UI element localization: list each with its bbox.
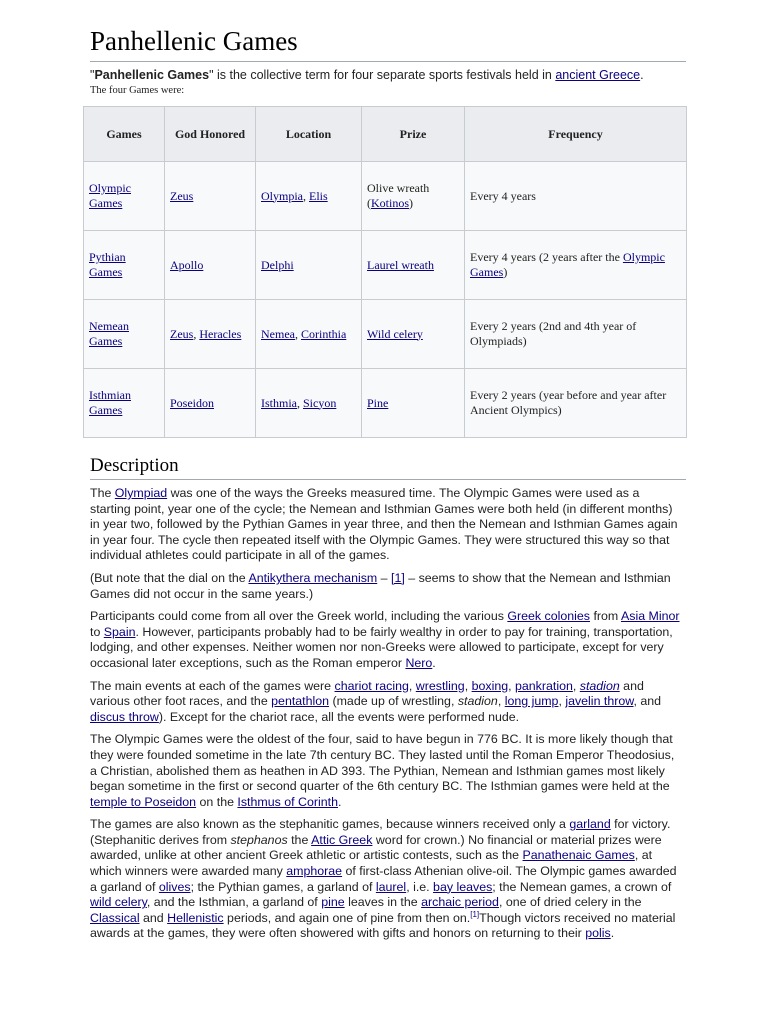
paragraph-text: Participants could come from all over the Greek world, including the various bbox=[90, 609, 508, 624]
god-text: , bbox=[193, 326, 200, 341]
paragraph-link[interactable]: javelin throw bbox=[565, 694, 634, 709]
paragraph-link[interactable]: Classical bbox=[90, 910, 140, 925]
location-link[interactable]: Isthmia bbox=[261, 395, 297, 410]
paragraph-link[interactable]: long jump bbox=[504, 694, 559, 709]
paragraph-link[interactable]: laurel bbox=[375, 879, 407, 894]
frequency-text: Every 2 years (2nd and 4th year of Olympiads) bbox=[470, 319, 637, 348]
paragraph bbox=[90, 817, 680, 942]
paragraph-text: The games are also known as the stephanitic games, because winners received only a bbox=[90, 817, 570, 832]
paragraph-link[interactable]: Hellenistic bbox=[167, 910, 224, 925]
cell-location bbox=[256, 369, 362, 438]
paragraph-link[interactable]: archaic period bbox=[421, 895, 499, 910]
frequency-link[interactable]: Olympic Games bbox=[470, 250, 665, 279]
cell-frequency bbox=[465, 231, 687, 300]
god-link[interactable]: Heracles bbox=[199, 326, 242, 341]
paragraph-link[interactable]: Isthmus of Corinth bbox=[237, 794, 338, 809]
paragraph bbox=[90, 486, 680, 564]
paragraph-link[interactable]: olives bbox=[158, 879, 191, 894]
col-header-prize: Prize bbox=[362, 107, 465, 162]
intro-sentence bbox=[90, 68, 690, 83]
paragraph bbox=[90, 732, 680, 810]
paragraph-link[interactable]: Antikythera mechanism bbox=[248, 570, 378, 585]
prize-link[interactable]: Wild celery bbox=[367, 326, 423, 341]
paragraph-link[interactable]: Spain bbox=[103, 624, 136, 639]
frequency-text: Every 4 years bbox=[470, 188, 536, 203]
paragraph-link[interactable]: boxing bbox=[471, 678, 509, 693]
intro-quote-open: " bbox=[90, 68, 95, 82]
paragraph-text: The main events at each of the games were bbox=[90, 678, 335, 693]
paragraph-link[interactable]: Attic Greek bbox=[311, 832, 373, 847]
paragraph-text: , bbox=[508, 678, 515, 693]
paragraph bbox=[90, 609, 680, 671]
intro-subtext: The four Games were: bbox=[90, 85, 185, 96]
paragraph-text: . bbox=[337, 794, 342, 809]
cell-game bbox=[84, 369, 165, 438]
paragraph-link[interactable]: pine bbox=[321, 895, 345, 910]
paragraph-link[interactable]: wrestling bbox=[415, 678, 465, 693]
location-text: , bbox=[297, 395, 303, 410]
paragraph-link[interactable]: garland bbox=[569, 817, 611, 832]
cell-god bbox=[165, 231, 256, 300]
god-link[interactable]: Poseidon bbox=[170, 395, 215, 410]
paragraph-link[interactable]: Nero bbox=[405, 655, 433, 670]
ancient-greece-link[interactable]: ancient Greece bbox=[555, 68, 641, 82]
paragraph-text: word for crown.) No financial or material prizes were awarded, unlike at other ancient Greek athletic or artistic contests, such as the bbox=[90, 832, 662, 863]
paragraph-text: leaves in the bbox=[344, 895, 422, 910]
col-header-games: Games bbox=[84, 107, 165, 162]
description-body bbox=[90, 486, 680, 949]
paragraph-text: and various other foot races, and the bbox=[90, 678, 644, 709]
paragraph-text: The Olympic Games were the oldest of the four, said to have begun in 776 BC. It is more likely though that they were founded sometime in the late 7th century BC. They lasted until the Roman Emperor Theodosius, a Christian, abolished them as heathen in AD 393. The Pythian, Nemean and Isthmian games most likely began sometime in the first or second quarter of the 6th century BC. The Isthmian games were held at the bbox=[90, 732, 675, 794]
cell-god bbox=[165, 369, 256, 438]
location-link[interactable]: Elis bbox=[309, 188, 328, 203]
paragraph-text: . bbox=[432, 655, 436, 670]
paragraph-link[interactable]: stadion bbox=[579, 678, 620, 693]
paragraph-text: , at which winners were awarded many bbox=[90, 848, 653, 879]
intro-end: . bbox=[640, 68, 644, 82]
intro-term: Panhellenic Games bbox=[94, 68, 210, 82]
god-link[interactable]: Zeus bbox=[170, 326, 194, 341]
location-text: , bbox=[303, 188, 309, 203]
paragraph-text: for victory. (Stephanitic derives from bbox=[90, 817, 671, 847]
table-row bbox=[84, 369, 687, 438]
cell-prize bbox=[362, 231, 465, 300]
paragraph-text: , and the Isthmian, a garland of bbox=[146, 895, 322, 910]
paragraph-text: on the bbox=[196, 794, 238, 809]
table-header-row bbox=[84, 107, 687, 162]
games-table bbox=[83, 106, 687, 438]
location-link[interactable]: Olympia bbox=[261, 188, 303, 203]
paragraph-text: , bbox=[408, 678, 416, 693]
location-link[interactable]: Sicyon bbox=[303, 395, 337, 410]
paragraph-text: ; the Pythian games, a garland of bbox=[190, 879, 376, 894]
paragraph-text: ). Except for the chariot race, all the events were performed nude. bbox=[158, 709, 520, 724]
paragraph-text: – bbox=[377, 570, 392, 585]
paragraph-text: , bbox=[572, 678, 580, 693]
frequency-text: Every 4 years (2 years after the bbox=[470, 250, 623, 264]
col-header-frequency: Frequency bbox=[465, 107, 687, 162]
location-text: , bbox=[294, 326, 301, 341]
paragraph-text: , bbox=[558, 694, 566, 709]
citation-ref[interactable]: [1] bbox=[470, 909, 480, 919]
col-header-location: Location bbox=[256, 107, 362, 162]
location-link[interactable]: Corinthia bbox=[300, 326, 347, 341]
description-heading: Description bbox=[90, 455, 686, 480]
prize-text: ) bbox=[409, 196, 414, 210]
paragraph-link[interactable]: Panathenaic Games bbox=[522, 848, 635, 863]
paragraph-link[interactable]: discus throw bbox=[90, 709, 159, 724]
table-row bbox=[84, 231, 687, 300]
cell-prize bbox=[362, 162, 465, 231]
cell-game bbox=[84, 300, 165, 369]
paragraph-link[interactable]: [1] bbox=[391, 570, 405, 585]
col-header-god: God Honored bbox=[165, 107, 256, 162]
paragraph-link[interactable]: Olympiad bbox=[114, 486, 168, 500]
game-link[interactable]: Nemean Games bbox=[89, 319, 129, 348]
paragraph-link[interactable]: pankration bbox=[515, 678, 573, 693]
paragraph-text: – seems to show that the Nemean and Isthmian Games did not occur in the same years.) bbox=[90, 570, 671, 601]
location-link[interactable]: Delphi bbox=[261, 257, 294, 272]
paragraph-text: ; the Nemean games, a crown of bbox=[492, 879, 672, 894]
cell-god bbox=[165, 300, 256, 369]
god-link[interactable]: Zeus bbox=[170, 188, 194, 203]
cell-location bbox=[256, 162, 362, 231]
paragraph-text: , bbox=[464, 678, 472, 693]
cell-frequency bbox=[465, 369, 687, 438]
paragraph-text: (But note that the dial on the bbox=[90, 570, 249, 585]
paragraph-text: , one of dried celery in the bbox=[498, 895, 642, 910]
cell-god bbox=[165, 162, 256, 231]
paragraph-text: and bbox=[139, 910, 168, 925]
page-title: Panhellenic Games bbox=[90, 26, 686, 62]
paragraph-text: was one of the ways the Greeks measured time. The Olympic Games were used as a starting point, year one of the cycle; the Nemean and Isthmian Games were both held (in different months) in year two, followed by the Pythian Games in year three, and then the Nemean and Isthmian Games again in year four. The cycle then repeated itself with the Olympic Games. They were structured this way so that individual athletes could participate in all of the games. bbox=[90, 486, 678, 563]
prize-link[interactable]: Kotinos bbox=[371, 196, 410, 210]
paragraph bbox=[90, 571, 680, 602]
cell-location bbox=[256, 300, 362, 369]
paragraph-text: Though victors received no material awards at the games, they were often showered with gifts and honors on returning to their bbox=[90, 910, 676, 941]
god-link[interactable]: Apollo bbox=[170, 257, 204, 272]
paragraph-link[interactable]: amphorae bbox=[286, 864, 343, 879]
paragraph-text: of first-class Athenian olive-oil. The Olympic games awarded a garland of bbox=[90, 864, 677, 894]
paragraph-text: , bbox=[497, 694, 505, 709]
cell-frequency bbox=[465, 162, 687, 231]
cell-frequency bbox=[465, 300, 687, 369]
paragraph-link[interactable]: bay leaves bbox=[433, 879, 493, 894]
cell-game bbox=[84, 162, 165, 231]
paragraph-link[interactable]: chariot racing bbox=[334, 678, 409, 693]
intro-quote-close: " bbox=[209, 68, 214, 82]
paragraph-text: from bbox=[590, 609, 621, 624]
paragraph-link[interactable]: Asia Minor bbox=[620, 609, 680, 624]
paragraph-link[interactable]: temple to Poseidon bbox=[90, 794, 197, 809]
cell-game bbox=[84, 231, 165, 300]
paragraph-text: , and bbox=[633, 694, 662, 709]
paragraph-text: to bbox=[90, 624, 104, 639]
paragraph-text: . However, participants probably had to be fairly wealthy in order to pay for training, transportation, lodging, and other expenses. Neither women nor non-Greeks were allowed to participate, except for very occasional later exceptions, such as the Roman emperor bbox=[90, 624, 673, 670]
paragraph-text: the bbox=[287, 832, 312, 847]
paragraph-text: (made up of wrestling, bbox=[329, 694, 458, 709]
frequency-text: Every 2 years (year before and year after Ancient Olympics) bbox=[470, 388, 667, 417]
cell-prize bbox=[362, 369, 465, 438]
paragraph-link[interactable]: pentathlon bbox=[271, 694, 330, 709]
prize-text: Olive wreath ( bbox=[367, 181, 430, 210]
cell-location bbox=[256, 231, 362, 300]
game-link[interactable]: Isthmian Games bbox=[89, 388, 131, 417]
cell-prize bbox=[362, 300, 465, 369]
paragraph-text: , i.e. bbox=[406, 879, 434, 894]
games-table-body bbox=[84, 162, 687, 438]
frequency-text: ) bbox=[503, 265, 508, 279]
paragraph-text: The bbox=[90, 486, 115, 500]
paragraph-link[interactable]: wild celery bbox=[90, 895, 147, 910]
prize-link[interactable]: Laurel wreath bbox=[367, 257, 434, 272]
table-row bbox=[84, 162, 687, 231]
paragraph-text: periods, and again one of pine from then on. bbox=[223, 910, 471, 925]
paragraph-italic-text: stephanos bbox=[230, 832, 288, 847]
paragraph-link[interactable]: polis bbox=[585, 926, 611, 941]
prize-link[interactable]: Pine bbox=[367, 395, 389, 410]
paragraph-link[interactable]: Greek colonies bbox=[507, 609, 590, 624]
game-link[interactable]: Olympic Games bbox=[89, 181, 131, 210]
paragraph bbox=[90, 679, 680, 726]
intro-text: is the collective term for four separate sports festivals held in bbox=[213, 68, 556, 82]
location-link[interactable]: Nemea bbox=[261, 326, 295, 341]
table-row bbox=[84, 300, 687, 369]
paragraph-text: . bbox=[610, 926, 615, 941]
game-link[interactable]: Pythian Games bbox=[89, 250, 126, 279]
paragraph-italic-text: stadion bbox=[457, 694, 498, 709]
